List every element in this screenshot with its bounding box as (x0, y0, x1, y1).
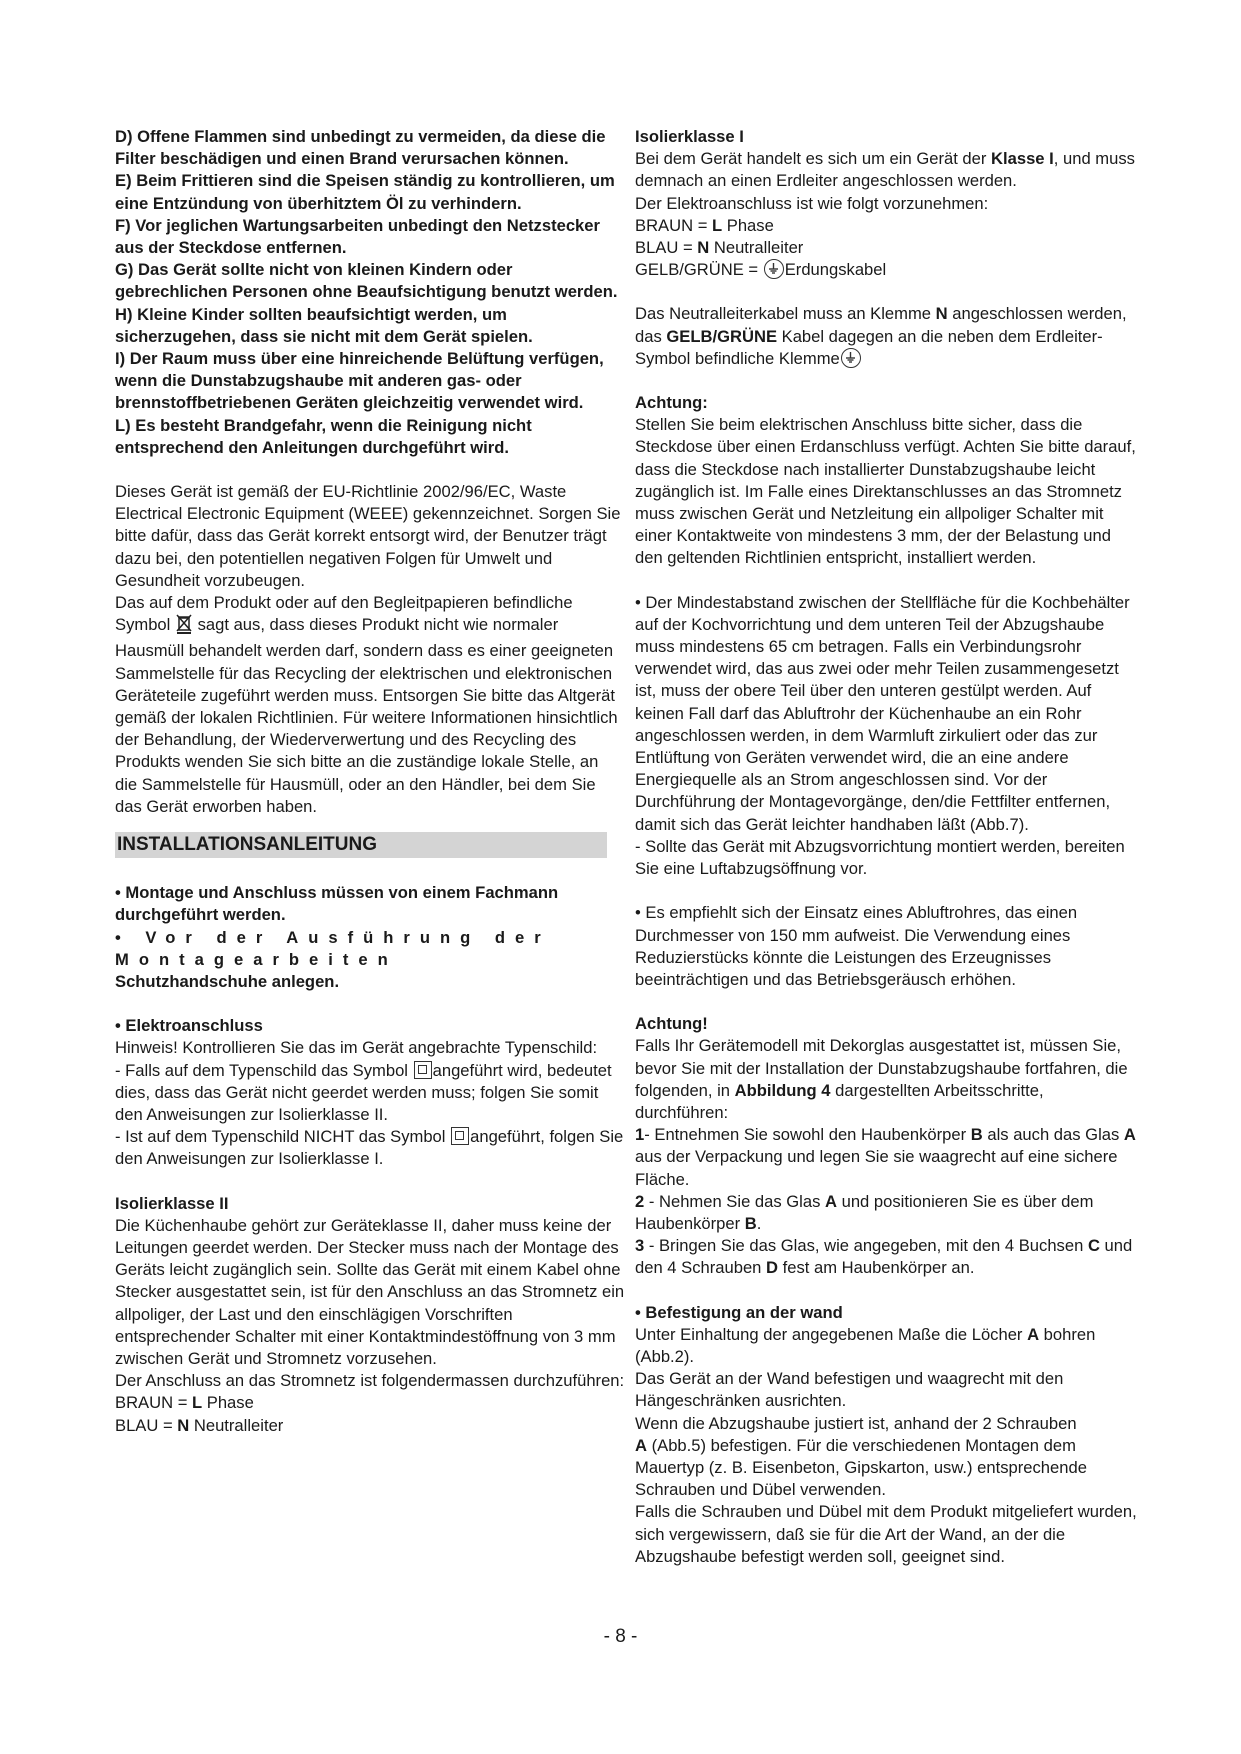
klasse2-heading: Isolierklasse II (115, 1193, 229, 1213)
elektro-hint: Hinweis! Kontrollieren Sie das im Gerät angebrachte Typenschild: (115, 1038, 598, 1058)
achtung-heading-1: Achtung: (635, 393, 708, 413)
elektro-case-a-text1: - Falls auf dem Typenschild das Symbol (115, 1060, 408, 1080)
achtung2-text-bold: Abbildung 4 (734, 1080, 831, 1100)
neutral-paragraph (635, 303, 1140, 370)
step-1-text-a: - Entnehmen Sie sowohl den Haubenkörper (644, 1125, 971, 1145)
wand-4-text-b: (Abb.5) befestigen. Für die verschiedenen Montagen dem Mauertyp (z. B. Eisenbeton, Gipskarton, usw.) entsprechende Schrauben und Dübel verwenden. (635, 1435, 1087, 1500)
klasse1-text-a: Bei dem Gerät handelt es sich um ein Gerät der (635, 149, 992, 169)
earth-icon (764, 259, 784, 279)
wand-paragraph-1 (635, 1324, 1140, 1368)
wire-yellow-green (635, 259, 1140, 281)
weee-symbol-text-a: Das auf dem Produkt oder auf den Begleitpapieren befindliche Symbol (115, 593, 573, 635)
abluftrohr-paragraph: • Es empfiehlt sich der Einsatz eines Abluftrohres, das einen Durchmesser von 150 mm aufweist. Die Verwendung eines Reduzierstücks könnte die Leistungen des Erzeugnisses beeinträchtigen und das Betriebsgeräusch erhöhen. (635, 903, 1078, 989)
step-2-text-d: B (744, 1213, 757, 1233)
klasse2-connection-intro: Der Anschluss an das Stromnetz ist folgendermassen durchzuführen: (115, 1371, 625, 1391)
achtung-paragraph-1: Stellen Sie beim elektrischen Anschluss bitte sicher, dass die Steckdose über einen Erdanschluss verfügt. Achten Sie bitte darauf, dass die Steckdose nach installierter Dunstabzugshaube leicht zugänglich ist. Im Falle eines Direktanschlusses an das Stromnetz muss zwischen Gerät und Netzleitung ein allpoliger Schalter mit einer Kontaktweite von mindestens 3 mm, der der Belastung und den geltenden Richtlinien entspricht, installiert werden. (635, 415, 1136, 568)
step-3-text-a: - Bringen Sie das Glas, wie angegeben, mit den 4 Buchsen (644, 1236, 1088, 1256)
weee-paragraph: Dieses Gerät ist gemäß der EU-Richtlinie 2002/96/EC, Waste Electrical Electronic Equipment (WEEE) gekennzeichnet. Sorgen Sie bitte dafür, dass das Gerät korrekt entsorgt wird, der Benutzer trägt dazu bei, den potentiellen negativen Folgen für Umwelt und Gesundheit vorzubeugen. (115, 482, 621, 590)
wire-brown-label: BRAUN = (635, 215, 712, 235)
wire-blue-text: Neutralleiter (189, 1415, 284, 1435)
wire-brown-text: Phase (722, 215, 774, 235)
wire-brown-text: Phase (202, 1393, 254, 1413)
step-1-text-d: A (1123, 1125, 1136, 1145)
wire-blue (635, 237, 1140, 259)
wire-brown (635, 215, 1140, 237)
klasse2-paragraph: Die Küchenhaube gehört zur Geräteklasse II, daher muss keine der Leitungen geerdet werden. Der Stecker muss nach der Montage des Geräts leicht zugänglich sein. Sollte das Gerät mit einem Kabel ohne Stecker ausgestattet sein, ist für den Anschluss an das Stromnetz ein allpoliger, der Last und den einschlägigen Vorschriften entsprechender Schalter mit einer Kontaktmindestöffnung von 3 mm zwischen Gerät und Stromnetz vorzusehen. (115, 1215, 625, 1368)
safety-item-d: D) Offene Flammen sind unbedingt zu vermeiden, da diese die Filter beschädigen und einen Brand verursachen können. (115, 127, 606, 169)
step-3-number: 3 (635, 1236, 645, 1256)
step-2-text-c: und positionieren Sie es über dem Haubenkörper (635, 1191, 1094, 1233)
neutral-text-bold: GELB/GRÜNE (666, 326, 778, 346)
wire-yellow-green-label: GELB/GRÜNE = (635, 260, 763, 280)
page-number: - 8 - (603, 1626, 638, 1647)
left-column (115, 126, 625, 1437)
step-3-text-e: fest am Haubenkörper an. (778, 1258, 975, 1278)
wire-brown (115, 1392, 625, 1414)
wand-4-text-a: A (635, 1435, 647, 1455)
elektro-case-b (115, 1126, 625, 1170)
install-bullet-gloves-a: • Vor der Ausführung der Montagearbeiten (115, 927, 551, 969)
install-bullet-expert: • Montage und Anschluss müssen von einem Fachmann durchgeführt werden. (115, 883, 559, 925)
elektro-case-a-text2: angeführt wird, bedeutet dies, dass das Gerät nicht geerdet werden muss; folgen Sie somit den Anweisungen zur Isolierklasse II. (115, 1060, 612, 1124)
step-3 (635, 1235, 1140, 1279)
safety-item-i: I) Der Raum muss über eine hinreichende Belüftung verfügen, wenn die Dunstabzugshaube mit anderen gas- oder brennstoffbetriebenen Geräten gleichzeitig verwendet wird. (115, 349, 604, 413)
neutral-text-b: angeschlossen werden, das (635, 304, 1127, 346)
elektro-case-b-text2: angeführt, folgen Sie den Anweisungen zur Isolierklasse I. (115, 1127, 624, 1169)
wire-brown-label: BRAUN = (115, 1393, 192, 1413)
elektro-heading: • Elektroanschluss (115, 1016, 263, 1036)
neutral-text-n: N (935, 304, 948, 324)
wire-blue-code: N (177, 1415, 190, 1435)
step-1-number: 1 (635, 1125, 645, 1145)
section-heading-installation: INSTALLATIONSANLEITUNG (115, 832, 607, 858)
weee-symbol-paragraph (115, 592, 625, 818)
klasse1-paragraph (635, 148, 1140, 192)
step-1-text-b: B (970, 1125, 983, 1145)
achtung2-text-a: Falls Ihr Gerätemodell mit Dekorglas ausgestattet ist, müssen Sie, bevor Sie mit der Installation der Dunstabzugshaube fortfahren, die folgenden, in (635, 1036, 1128, 1100)
elektro-case-b-text1: - Ist auf dem Typenschild NICHT das Symbol (115, 1127, 446, 1147)
achtung2-text-b: dargestellten Arbeitsschritte, durchführen: (635, 1080, 1044, 1122)
step-2-text-b: A (825, 1191, 837, 1211)
neutral-text-a: Das Neutralleiterkabel muss an Klemme (635, 304, 936, 324)
step-2-number: 2 (635, 1191, 645, 1211)
wand-heading: • Befestigung an der wand (635, 1302, 843, 1322)
step-1-text-e: aus der Verpackung und legen Sie sie waagrecht auf eine sichere Fläche. (635, 1147, 1118, 1189)
abzug-paragraph: - Sollte das Gerät mit Abzugsvorrichtung montiert werden, bereiten Sie eine Luftabzugsöffnung vor. (635, 836, 1125, 879)
wire-blue-label: BLAU = (635, 238, 698, 258)
wire-blue-text: Neutralleiter (709, 238, 804, 258)
safety-item-l: L) Es besteht Brandgefahr, wenn die Reinigung nicht entsprechend den Anleitungen durchgeführt wird. (115, 415, 532, 457)
klasse1-heading: Isolierklasse I (635, 127, 744, 146)
double-insulation-icon (451, 1127, 469, 1145)
wire-blue-code: N (697, 238, 710, 258)
wire-blue-label: BLAU = (115, 1415, 178, 1435)
achtung-heading-2: Achtung! (635, 1014, 708, 1034)
weee-symbol-text-b: sagt aus, dass dieses Produkt nicht wie normaler Hausmüll behandelt werden darf, sondern dass es einer geeigneten Sammelstelle für das Recycling der elektrischen und elektronischen Geräteteile zugeführt werden muss. Entsorgen Sie bitte das Altgerät gemäß der lokalen Richtlinien. Für weitere Informationen hinsichtlich der Behandlung, der Wiederverwertung und des Recycling des Produkts wenden Sie sich bitte an die zuständige lokale Stelle, an die Sammelstelle für Hausmüll, oder an den Händler, bei dem Sie das Gerät erworben haben. (115, 615, 618, 816)
klasse1-text-b: , und muss demnach an einen Erdleiter angeschlossen werden. (635, 149, 1135, 191)
double-insulation-icon (414, 1061, 432, 1079)
wand-1-text-c: bohren (Abb.2). (635, 1324, 1096, 1366)
elektro-case-a (115, 1060, 625, 1127)
step-3-text-c: und den 4 Schrauben (635, 1236, 1133, 1278)
achtung-paragraph-2 (635, 1035, 1140, 1124)
wire-blue (115, 1415, 625, 1437)
step-2-text-a: - Nehmen Sie das Glas (644, 1191, 825, 1211)
mindestabstand-paragraph: • Der Mindestabstand zwischen der Stellfläche für die Kochbehälter auf der Kochvorrichtung und dem unteren Teil der Abzugshaube muss mindestens 65 cm betragen. Falls ein Verbindungsrohr verwendet wird, das aus zwei oder mehr Teilen zusammengesetzt ist, muss der obere Teil über den unteren gestülpt werden. Auf keinen Fall darf das Abluftrohr der Küchenhaube an ein Rohr angeschlossen werden, in dem Warmluft zirkuliert oder das zur Entlüftung von Geräten verwendet wird, die an eine andere Energiequelle als an Strom angeschlossen sind. Vor der Durchführung der Montagevorgänge, den/die Fettfilter entfernen, damit sich das Gerät leichter handhaben läßt (Abb.7). (635, 592, 1130, 834)
safety-item-g: G) Das Gerät sollte nicht von kleinen Kindern oder gebrechlichen Personen ohne Beaufsichtigung benutzt werden. (115, 260, 618, 302)
step-3-text-d: D (766, 1258, 778, 1278)
right-column (635, 126, 1140, 1568)
klasse1-connection-intro: Der Elektroanschluss ist wie folgt vorzunehmen: (635, 193, 989, 213)
crossed-bin-icon (176, 614, 192, 640)
step-1 (635, 1124, 1140, 1191)
step-1-text-c: als auch das Glas (982, 1125, 1124, 1145)
wire-brown-code: L (712, 215, 723, 235)
install-bullet-gloves-b: Schutzhandschuhe anlegen. (115, 971, 340, 991)
wire-brown-code: L (192, 1393, 203, 1413)
wand-paragraph-3: Wenn die Abzugshaube justiert ist, anhand der 2 Schrauben (635, 1413, 1077, 1433)
step-2-text-e: . (756, 1213, 762, 1233)
wire-yellow-green-text: Erdungskabel (784, 260, 887, 280)
install-bullet-gloves (115, 927, 625, 994)
earth-icon (841, 348, 861, 368)
wand-1-text-b: A (1027, 1324, 1040, 1344)
neutral-text-c: Kabel dagegen an die neben dem Erdleiter-Symbol befindliche Klemme (635, 326, 1103, 368)
klasse1-text-bold: Klasse I (991, 149, 1054, 169)
wand-1-text-a: Unter Einhaltung der angegebenen Maße die Löcher (635, 1324, 1028, 1344)
wand-paragraph-2: Das Gerät an der Wand befestigen und waagrecht mit den Hängeschränken ausrichten. (635, 1369, 1064, 1411)
safety-item-e: E) Beim Frittieren sind die Speisen ständig zu kontrollieren, um eine Entzündung von überhitztem Öl zu verhindern. (115, 171, 615, 213)
step-2 (635, 1191, 1140, 1235)
wand-paragraph-4 (635, 1435, 1140, 1502)
safety-item-f: F) Vor jeglichen Wartungsarbeiten unbedingt den Netzstecker aus der Steckdose entfernen. (115, 215, 600, 258)
step-3-text-b: C (1087, 1236, 1100, 1256)
safety-item-h: H) Kleine Kinder sollten beaufsichtigt werden, um sicherzugehen, dass sie nicht mit dem Gerät spielen. (115, 304, 533, 346)
wand-paragraph-5: Falls die Schrauben und Dübel mit dem Produkt mitgeliefert wurden, sich vergewissern, daß sie für die Art der Wand, an der die Abzugshaube befestigt werden soll, geeignet sind. (635, 1502, 1137, 1566)
